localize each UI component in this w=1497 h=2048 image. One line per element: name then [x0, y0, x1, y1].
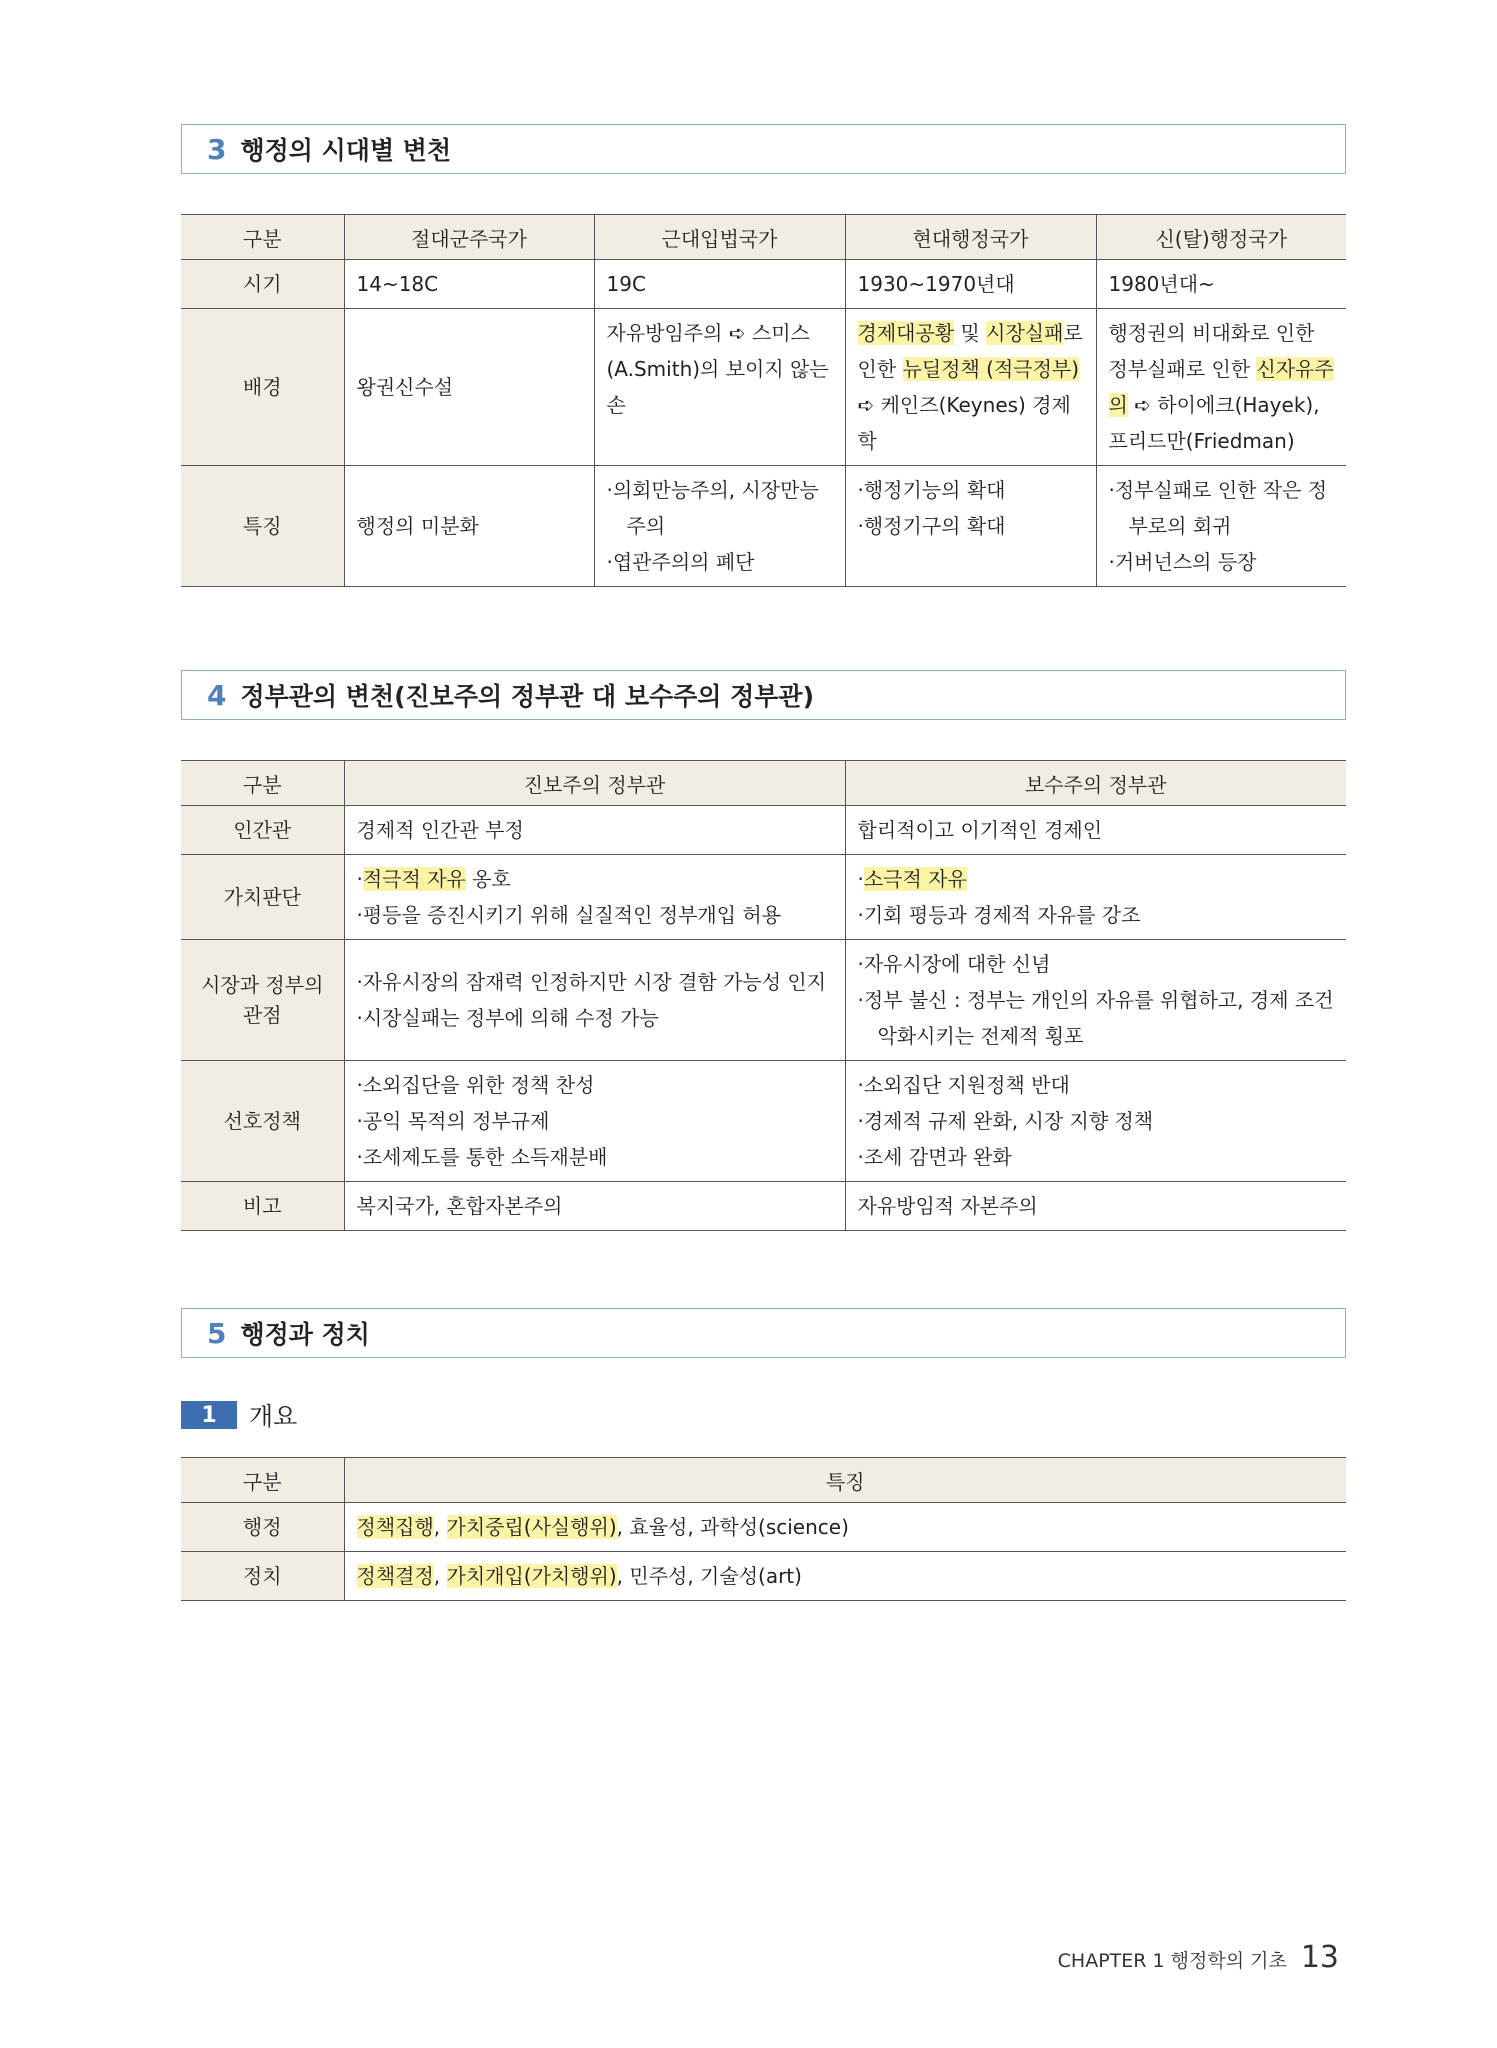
- bullet-item: ·의회만능주의, 시장만능주의: [606, 478, 819, 538]
- cell: 1930~1970년대: [845, 260, 1096, 309]
- cell-text: 행정권의 비대화로 인한 정부실패로 인한: [1108, 321, 1315, 381]
- row-label: 인간관: [181, 806, 344, 855]
- cell: [344, 1503, 1346, 1552]
- header-cell: 현대행정국가: [845, 215, 1096, 260]
- section-number: 5: [207, 1316, 227, 1350]
- chapter-label: CHAPTER 1 행정학의 기초: [1057, 1950, 1287, 1972]
- cell: 14~18C: [344, 260, 594, 309]
- header-cell: 보수주의 정부관: [845, 761, 1346, 806]
- cell-text: ➪ 하이에크(Hayek), 프리드만(Friedman): [1108, 393, 1320, 453]
- section-title: 정부관의 변천(진보주의 정부관 대 보수주의 정부관): [240, 682, 815, 711]
- era-table: [181, 214, 1346, 587]
- bullet-item: ·자유시장에 대한 신념: [857, 952, 1051, 976]
- subsection-number: 1: [181, 1401, 237, 1429]
- table-header-row: [181, 1458, 1346, 1503]
- cell: 자유방임적 자본주의: [845, 1182, 1346, 1231]
- highlight-text: 소극적 자유: [863, 867, 967, 891]
- cell: 자유방임주의 ➪ 스미스(A.Smith)의 보이지 않는 손: [594, 309, 845, 466]
- section-number: 4: [207, 678, 227, 712]
- cell: [344, 940, 845, 1061]
- cell: [344, 855, 845, 940]
- row-label: 특징: [181, 466, 344, 587]
- row-label: 가치판단: [181, 855, 344, 940]
- section-title: 행정과 정치: [240, 1320, 370, 1349]
- bullet-item: ·거버넌스의 등장: [1108, 550, 1257, 574]
- page-number: 13: [1300, 1940, 1339, 1975]
- section-5-header: [181, 1308, 1346, 1358]
- bullet-item: ·엽관주의의 폐단: [606, 550, 755, 574]
- highlight-text: 가치개입(가치행위): [446, 1564, 617, 1588]
- header-cell: 진보주의 정부관: [344, 761, 845, 806]
- highlight-text: 정책집행: [356, 1515, 434, 1539]
- bullet-item: ·적극적 자유 옹호: [356, 867, 511, 891]
- government-view-table: [181, 760, 1346, 1231]
- table-row: [181, 309, 1346, 466]
- cell-text: 로 인한: [857, 321, 1083, 381]
- cell: 복지국가, 혼합자본주의: [344, 1182, 845, 1231]
- section-number: 3: [207, 132, 227, 166]
- bullet-item: ·정부 불신 : 정부는 개인의 자유를 위협하고, 경제 조건 악화시키는 전제적 횡포: [857, 988, 1334, 1048]
- header-cell: 구분: [181, 215, 344, 260]
- cell-text: ➪ 케인즈(Keynes) 경제학: [857, 393, 1071, 453]
- admin-politics-table: [181, 1457, 1346, 1601]
- highlight-text: 정책결정: [356, 1564, 434, 1588]
- bullet-item: ·소외집단을 위한 정책 찬성: [356, 1073, 595, 1097]
- table-row: [181, 806, 1346, 855]
- highlight-text: 시장실패: [986, 321, 1064, 345]
- cell-text: 옹호: [465, 867, 511, 891]
- bullet-item: ·조세제도를 통한 소득재분배: [356, 1145, 608, 1169]
- cell: [845, 940, 1346, 1061]
- table-header-row: [181, 215, 1346, 260]
- cell: 경제적 인간관 부정: [344, 806, 845, 855]
- cell: 행정의 미분화: [344, 466, 594, 587]
- section-3-header: [181, 124, 1346, 174]
- bullet-item: ·기회 평등과 경제적 자유를 강조: [857, 903, 1141, 927]
- bullet-item: ·행정기능의 확대: [857, 478, 1006, 502]
- highlight-text: 경제대공황: [857, 321, 955, 345]
- table-row: [181, 1503, 1346, 1552]
- cell: [845, 1061, 1346, 1182]
- cell: [344, 1061, 845, 1182]
- row-label: 시장과 정부의 관점: [181, 940, 344, 1061]
- section-4-header: [181, 670, 1346, 720]
- cell: 1980년대~: [1096, 260, 1346, 309]
- bullet-item: ·경제적 규제 완화, 시장 지향 정책: [857, 1109, 1154, 1133]
- table-row: [181, 940, 1346, 1061]
- highlight-text: 가치중립(사실행위): [446, 1515, 617, 1539]
- table-header-row: [181, 761, 1346, 806]
- cell: [845, 309, 1096, 466]
- highlight-text: 적극적 자유: [362, 867, 466, 891]
- cell: [845, 466, 1096, 587]
- cell-text: , 효율성, 과학성(science): [616, 1515, 849, 1539]
- highlight-text: 뉴딜정책 (적극정부): [902, 357, 1080, 381]
- table-row: [181, 1552, 1346, 1601]
- table-row: [181, 1061, 1346, 1182]
- bullet-item: ·자유시장의 잠재력 인정하지만 시장 결함 가능성 인지: [356, 970, 827, 994]
- header-cell: 신(탈)행정국가: [1096, 215, 1346, 260]
- row-label: 정치: [181, 1552, 344, 1601]
- cell: [1096, 466, 1346, 587]
- header-cell: 절대군주국가: [344, 215, 594, 260]
- subsection-title: 개요: [249, 1402, 298, 1431]
- cell: [344, 1552, 1346, 1601]
- subsection-header: [181, 1397, 297, 1433]
- header-cell: 특징: [344, 1458, 1346, 1503]
- cell-text: 및: [954, 321, 987, 345]
- cell: [594, 466, 845, 587]
- highlight-text: 신자유주의: [1108, 357, 1334, 417]
- row-label: 행정: [181, 1503, 344, 1552]
- cell-text: ,: [433, 1564, 447, 1588]
- bullet-item: ·행정기구의 확대: [857, 514, 1006, 538]
- cell-text: ,: [433, 1515, 447, 1539]
- bullet-item: ·시장실패는 정부에 의해 수정 가능: [356, 1006, 659, 1030]
- row-label: 선호정책: [181, 1061, 344, 1182]
- section-title: 행정의 시대별 변천: [240, 136, 452, 165]
- cell: 왕권신수설: [344, 309, 594, 466]
- header-cell: 근대입법국가: [594, 215, 845, 260]
- cell: 19C: [594, 260, 845, 309]
- table-row: [181, 1182, 1346, 1231]
- table-row: [181, 466, 1346, 587]
- bullet-item: ·정부실패로 인한 작은 정부로의 회귀: [1108, 478, 1328, 538]
- row-label: 시기: [181, 260, 344, 309]
- table-row: [181, 260, 1346, 309]
- bullet-item: ·소외집단 지원정책 반대: [857, 1073, 1070, 1097]
- cell: [1096, 309, 1346, 466]
- header-cell: 구분: [181, 761, 344, 806]
- bullet-item: ·조세 감면과 완화: [857, 1145, 1012, 1169]
- cell: 합리적이고 이기적인 경제인: [845, 806, 1346, 855]
- bullet-item: ·소극적 자유: [857, 867, 967, 891]
- bullet-item: ·공익 목적의 정부규제: [356, 1109, 550, 1133]
- bullet-item: ·평등을 증진시키기 위해 실질적인 정부개입 허용: [356, 903, 782, 927]
- row-label: 배경: [181, 309, 344, 466]
- table-row: [181, 855, 1346, 940]
- page-footer: [1058, 1940, 1339, 1975]
- cell: [845, 855, 1346, 940]
- row-label: 비고: [181, 1182, 344, 1231]
- header-cell: 구분: [181, 1458, 344, 1503]
- cell-text: , 민주성, 기술성(art): [616, 1564, 802, 1588]
